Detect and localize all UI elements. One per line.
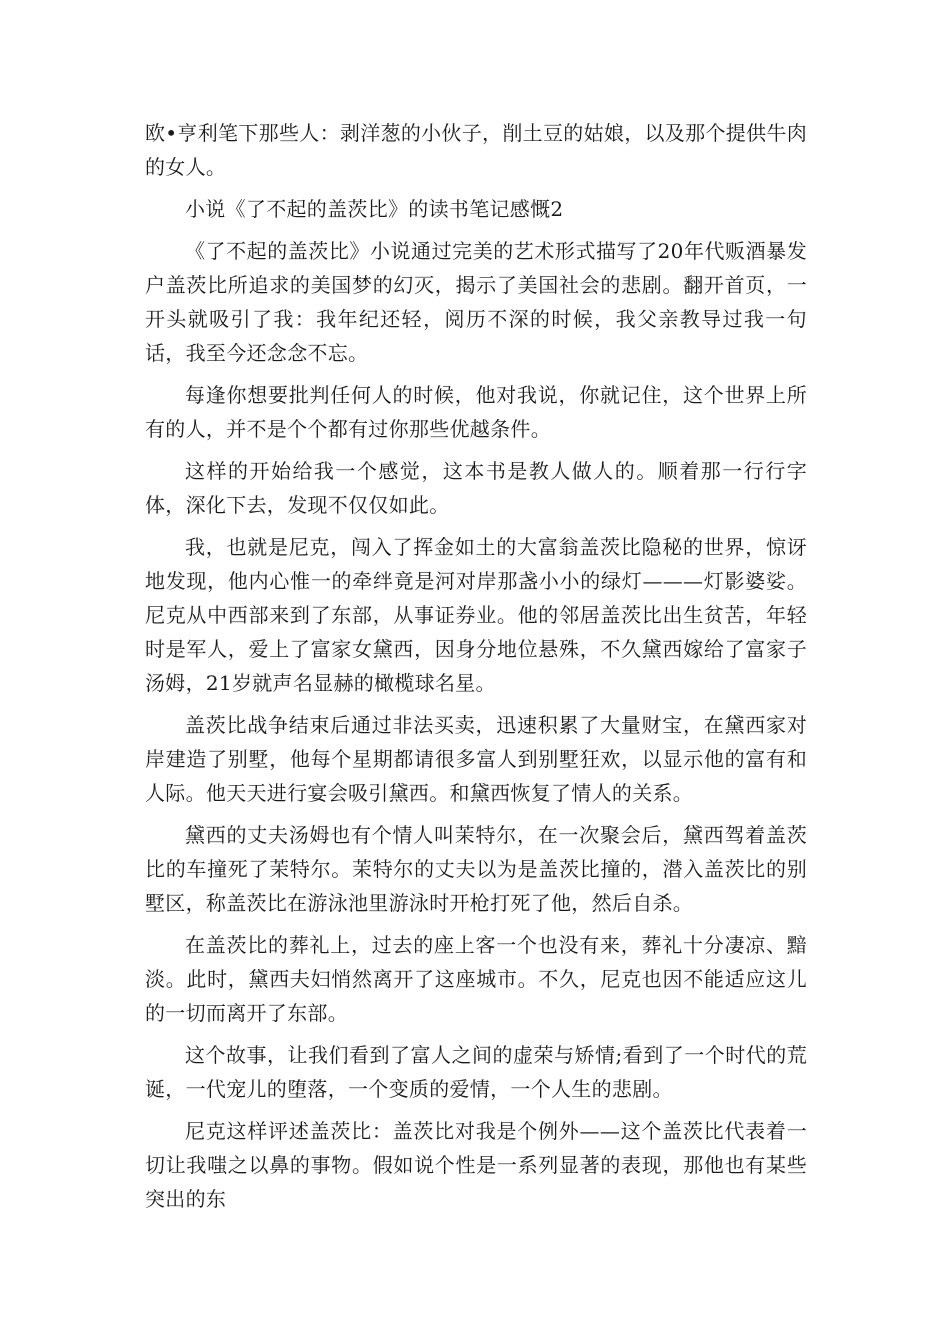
paragraph: 在盖茨比的葬礼上，过去的座上客一个也没有来，葬礼十分凄凉、黯淡。此时，黛西夫妇悄然离开了这座城市。不久，尼克也因不能适应这儿的一切而离开了东部。 — [145, 933, 807, 1025]
paragraph: 尼克这样评述盖茨比：盖茨比对我是个例外——这个盖茨比代表着一切让我嗤之以鼻的事物。假如说个性是一系列显著的表现，那他也有某些突出的东 — [145, 1119, 807, 1211]
paragraph: 这样的开始给我一个感觉，这本书是教人做人的。顺着那一行行字体，深化下去，发现不仅仅如此。 — [145, 459, 807, 517]
paragraph: 《了不起的盖茨比》小说通过完美的艺术形式描写了20年代贩酒暴发户盖茨比所追求的美国梦的幻灭，揭示了美国社会的悲剧。翻开首页，一开头就吸引了我：我年纪还轻，阅历不深的时候，我父亲教导过我一句话，我至今还念念不忘。 — [145, 239, 807, 365]
document-body — [145, 116, 807, 1224]
paragraph: 每逢你想要批判任何人的时候，他对我说，你就记住，这个世界上所有的人，并不是个个都有过你那些优越条件。 — [145, 383, 807, 441]
paragraph: 盖茨比战争结束后通过非法买卖，迅速积累了大量财宝，在黛西家对岸建造了别墅，他每个星期都请很多富人到别墅狂欢，以显示他的富有和人际。他天天进行宴会吸引黛西。和黛西恢复了情人的关系。 — [145, 713, 807, 805]
paragraph: 这个故事，让我们看到了富人之间的虚荣与矫情;看到了一个时代的荒诞，一代宠儿的堕落，一个变质的爱情，一个人生的悲剧。 — [145, 1043, 807, 1101]
paragraph-continuation: 欧•亨利笔下那些人：剥洋葱的小伙子，削土豆的姑娘，以及那个提供牛肉的女人。 — [145, 121, 807, 179]
paragraph: 黛西的丈夫汤姆也有个情人叫茉特尔，在一次聚会后，黛西驾着盖茨比的车撞死了茉特尔。茉特尔的丈夫以为是盖茨比撞的，潜入盖茨比的别墅区，称盖茨比在游泳池里游泳时开枪打死了他，然后自杀。 — [145, 823, 807, 915]
paragraph: 我，也就是尼克，闯入了挥金如土的大富翁盖茨比隐秘的世界，惊讶地发现，他内心惟一的牵绊竟是河对岸那盏小小的绿灯———灯影婆娑。尼克从中西部来到了东部，从事证券业。他的邻居盖茨比出生贫苦，年轻时是军人，爱上了富家女黛西，因身分地位悬殊，不久黛西嫁给了富家子汤姆，21岁就声名显赫的橄榄球名星。 — [145, 535, 807, 695]
section-heading: 小说《了不起的盖茨比》的读书笔记感慨2 — [185, 197, 564, 221]
